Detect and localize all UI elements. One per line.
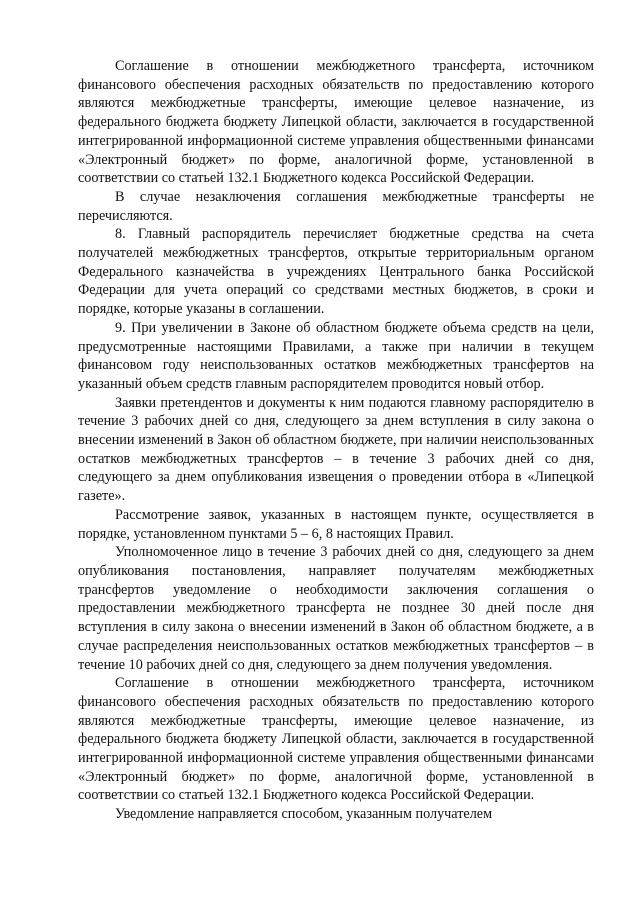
paragraph-notification: Уведомление направляется способом, указанным получателем <box>115 806 493 823</box>
paragraph-authorized-person: Уполномоченное лицо в течение 3 рабочих дней со дня, следующего за днем опубликования постановления, направляет получателям межбюджетных трансфертов уведомление о необходимости заключения соглашения о предоставлении межбюджетного трансферта не позднее 30 дней после дня вступления в силу закона о внесении изменений в Закон об областном бюджете, а в случае распределения неиспользованных остатков межбюджетных трансфертов – в течение 10 рабочих дней со дня, следующего за днем получения уведомления. <box>78 544 594 673</box>
paragraph-item-9: 9. При увеличении в Законе об областном бюджете объема средств на цели, предусмотренные настоящими Правилами, а также при наличии в текущем финансовом году неиспользованных остатков межбюджетных трансфертов на указанный объем средств главным распорядителем проводится новый отбор. <box>78 319 594 392</box>
paragraph-item-8: 8. Главный распорядитель перечисляет бюджетные средства на счета получателей межбюджетных трансфертов, открытые территориальным органом Федерального казначейства в учреждениях Центрального банка Российской Федерации для учета операций со средствами местных бюджетов, в сроки и порядке, которые указаны в соглашении. <box>78 226 594 318</box>
paragraph-agreement-2: Соглашение в отношении межбюджетного трансферта, источником финансового обеспечения расходных обязательств по предоставлению которого являются межбюджетные трансферты, имеющие целевое назначение, из федерального бюджета бюджету Липецкой области, заключается в государственной интегрированной информационной системе управления общественными финансами «Электронный бюджет» по форме, аналогичной форме, установленной в соответствии со статьей 132.1 Бюджетного кодекса Российской Федерации. <box>78 675 594 804</box>
paragraph-review: Рассмотрение заявок, указанных в настоящем пункте, осуществляется в порядке, установленном пунктами 5 – 6, 8 настоящих Правил. <box>78 506 594 542</box>
paragraph-non-conclusion: В случае незаключения соглашения межбюджетные трансферты не перечисляются. <box>78 188 594 224</box>
paragraph-agreement-1: Соглашение в отношении межбюджетного трансферта, источником финансового обеспечения расходных обязательств по предоставлению которого являются межбюджетные трансферты, имеющие целевое назначение, из федерального бюджета бюджету Липецкой области, заключается в государственной интегрированной информационной системе управления общественными финансами «Электронный бюджет» по форме, аналогичной форме, установленной в соответствии со статьей 132.1 Бюджетного кодекса Российской Федерации. <box>78 58 594 187</box>
paragraph-applications: Заявки претендентов и документы к ним подаются главному распорядителю в течение 3 рабочих дней со дня, следующего за днем вступления в силу закона о внесении изменений в Закон об областном бюджете, при наличии неиспользованных остатков межбюджетных трансфертов – в течение 3 рабочих дней со дня, следующего за днем опубликования извещения о проведении отбора в «Липецкой газете». <box>78 394 594 505</box>
